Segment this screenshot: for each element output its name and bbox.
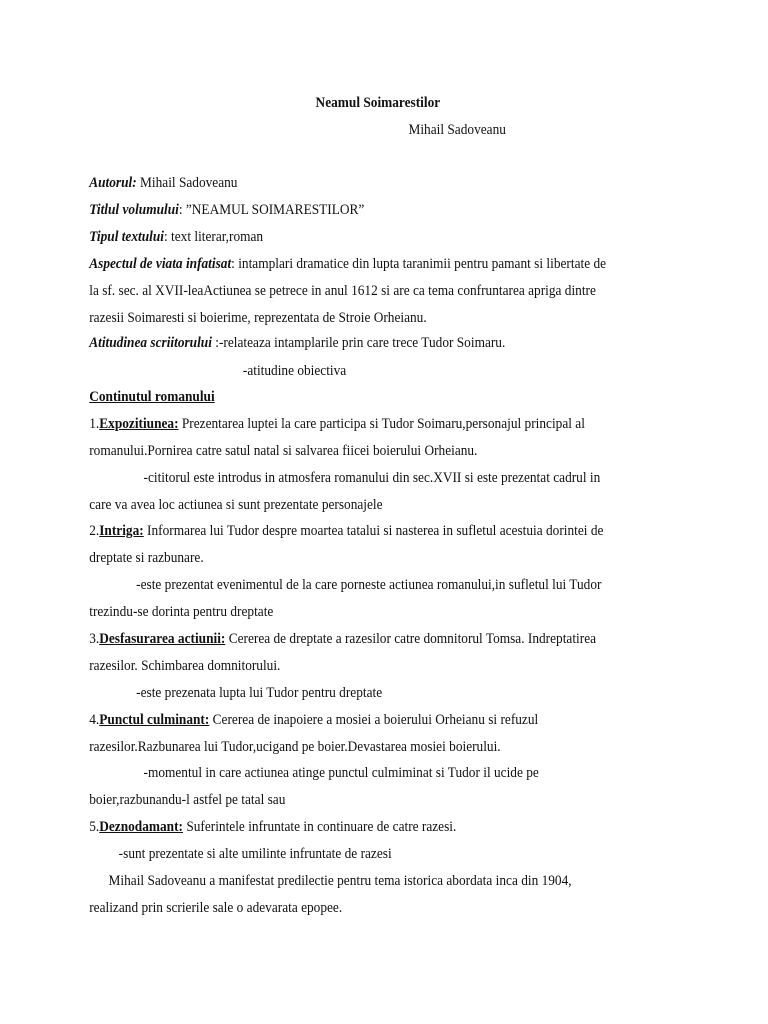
info-atitudine-label: Atitudinea scriitorului — [89, 335, 212, 351]
section-number: 3. — [89, 631, 100, 647]
section-label: Desfasurarea actiunii: — [99, 631, 226, 647]
section-4-line: razesilor.Razbunarea lui Tudor,ucigand pe boier.Devastarea mosiei boierului. — [89, 739, 501, 755]
section-4-head — [89, 711, 538, 729]
section-text: Suferintele infruntate in continuare de catre razesi. — [182, 819, 457, 835]
section-1-head — [89, 415, 585, 433]
section-5-head — [89, 818, 456, 836]
info-autor-label: Autorul: — [89, 175, 137, 191]
info-aspect-value: : intamplari dramatice din lupta taranimii pentru pamant si libertate de — [231, 256, 607, 272]
info-titlu — [89, 201, 364, 219]
info-tip-label: Tipul textului — [89, 229, 164, 245]
info-aspect-line-3: razesii Soimaresti si boierime, reprezentata de Stroie Orheianu. — [89, 310, 427, 326]
section-number: 1. — [89, 416, 100, 432]
section-1-line: -cititorul este introdus in atmosfera romanului din sec.XVII si este prezentat cadrul in — [143, 470, 601, 486]
section-label: Punctul culminant: — [99, 712, 210, 728]
content-heading: Continutul romanului — [89, 389, 215, 405]
section-text: Prezentarea luptei la care participa si Tudor Soimaru,personajul principal al — [178, 416, 585, 432]
info-tip — [89, 228, 263, 246]
info-titlu-value: : ”NEAMUL SOIMARESTILOR” — [178, 202, 365, 218]
section-label: Intriga: — [99, 523, 144, 539]
info-atitudine-value: :-relateaza intamplarile prin care trece Tudor Soimaru. — [211, 335, 506, 351]
section-text: Informarea lui Tudor despre moartea tatalui si nasterea in sufletul acestuia dorintei de — [143, 523, 604, 539]
section-2-line: trezindu-se dorinta pentru dreptate — [89, 604, 274, 620]
conclusion-line: Mihail Sadoveanu a manifestat predilectie pentru tema istorica abordata inca din 1904, — [108, 873, 572, 889]
section-3-line: -este prezenata lupta lui Tudor pentru dreptate — [136, 685, 383, 701]
section-5-line: -sunt prezentate si alte umilinte infruntate de razesi — [118, 846, 392, 862]
conclusion-line: realizand prin scrierile sale o adevarata epopee. — [89, 900, 343, 916]
section-2-line: dreptate si razbunare. — [89, 550, 204, 566]
section-2-line: -este prezentat evenimentul de la care porneste actiunea romanului,in sufletul lui Tudor — [136, 577, 602, 593]
section-3-head — [89, 630, 596, 648]
section-4-line: boier,razbunandu-l astfel pe tatal sau — [89, 792, 286, 808]
section-number: 5. — [89, 819, 100, 835]
info-aspect-line-2: la sf. sec. al XVII-leaActiunea se petrece in anul 1612 si are ca tema confruntarea apriga dintre — [89, 283, 596, 299]
section-label: Deznodamant: — [99, 819, 183, 835]
section-text: Cererea de inapoiere a mosiei a boierului Orheianu si refuzul — [209, 712, 539, 728]
info-aspect — [89, 255, 606, 273]
section-1-line: romanului.Pornirea catre satul natal si salvarea fiicei boierului Orheianu. — [89, 443, 478, 459]
section-4-line: -momentul in care actiunea atinge punctul culmiminat si Tudor il ucide pe — [143, 765, 539, 781]
info-aspect-label: Aspectul de viata infatisat — [89, 256, 232, 272]
info-atitudine-line-2: -atitudine obiectiva — [242, 363, 347, 379]
section-3-line: razesilor. Schimbarea domnitorului. — [89, 658, 281, 674]
section-number: 4. — [89, 712, 100, 728]
section-2-head — [89, 522, 603, 540]
section-text: Cererea de dreptate a razesilor catre domnitorul Tomsa. Indreptatirea — [225, 631, 597, 647]
section-label: Expozitiunea: — [99, 416, 179, 432]
document-title: Neamul Soimarestilor — [315, 95, 441, 111]
info-titlu-label: Titlul volumului — [89, 202, 179, 218]
info-autor — [89, 174, 237, 192]
info-tip-value: : text literar,roman — [163, 229, 264, 245]
section-number: 2. — [89, 523, 100, 539]
info-autor-value: Mihail Sadoveanu — [136, 175, 238, 191]
info-atitudine — [89, 334, 505, 352]
section-1-line: care va avea loc actiunea si sunt prezentate personajele — [89, 497, 383, 513]
document-author: Mihail Sadoveanu — [408, 122, 506, 138]
